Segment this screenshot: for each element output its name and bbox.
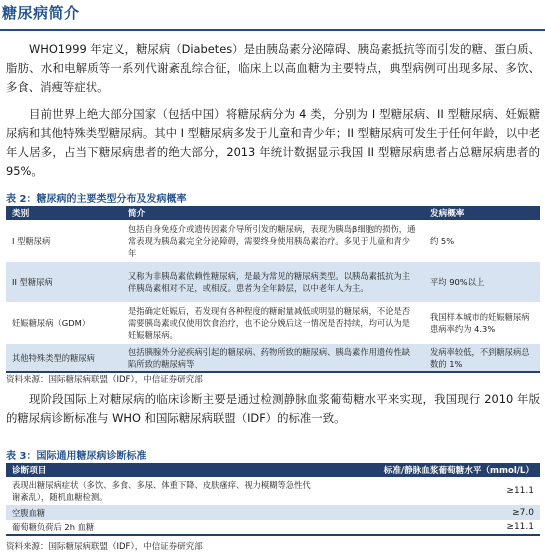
header-item: 诊断项目	[6, 463, 318, 477]
cell-incidence: 发病率较低，不到糖尿病总数的 1%	[424, 344, 540, 372]
table1-caption: 表 2：糖尿病的主要类型分布及发病概率	[6, 194, 187, 205]
cell-description: 包括胰腺外分泌疾病引起的糖尿病、药物所致的糖尿病、胰岛素作用遗传性缺陷所致的糖尿病等	[122, 344, 424, 372]
cell-description: 又称为非胰岛素依赖性糖尿病，是最为常见的糖尿病类型。以胰岛素抵抗为主伴胰岛素相对不足，或相反。患者为全年龄层，以中老年人为主。	[122, 262, 424, 302]
table-row	[6, 220, 540, 262]
table-header-row	[6, 463, 540, 477]
intro-paragraph: WHO1999 年定义，糖尿病（Diabetes）是由胰岛素分泌障碍、胰岛素抵抗等而引发的糖、蛋白质、脂肪、水和电解质等一系列代谢紊乱综合征，临床上以高血糖为主要特点，典型病例可出现多尿、多饮、多食、消瘦等症状。	[6, 42, 540, 94]
cell-item: 空腹血糖	[6, 505, 318, 520]
header-incidence: 发病概率	[424, 206, 540, 220]
header-description: 简介	[122, 206, 424, 220]
table-header-row	[6, 206, 540, 220]
table2-source: 资料来源：国际糖尿病联盟（IDF），中信证券研究部	[6, 542, 203, 552]
table-row	[6, 302, 540, 344]
section-title: 糖尿病简介	[2, 4, 80, 22]
cell-category: 妊娠糖尿病（GDM）	[6, 302, 122, 344]
cell-item: 表现出糖尿病症状（多饮、多食、多尿、体重下降、皮肤瘙痒、视力模糊等急性代谢紊乱），随机血糖检测。	[6, 477, 318, 505]
cell-item: 葡萄糖负荷后 2h 血糖	[6, 520, 318, 535]
classification-paragraph: 目前世界上绝大部分国家（包括中国）将糖尿病分为 4 类，分别为 I 型糖尿病、II 型糖尿病、妊娠糖尿病和其他特殊类型糖尿病。其中 I 型糖尿病多发于儿童和青少年；II 型糖尿病可发生于任何年龄，以中老年人居多，占当下糖尿病患者的绝大部分，2013 年统计数据显示我国 II 型糖尿病患者占总糖尿病患者的 95%。	[6, 107, 540, 178]
cell-category: 其他特殊类型的糖尿病	[6, 344, 122, 372]
table-row	[6, 262, 540, 302]
table-row	[6, 477, 540, 505]
cell-incidence: 约 5%	[424, 220, 540, 262]
table1-source: 资料来源：国际糖尿病联盟（IDF），中信证券研究部	[6, 375, 203, 385]
header-standard: 标准/静脉血浆葡萄糖水平（mmol/L）	[318, 463, 540, 477]
cell-description: 包括自身免疫介或遗传因素介导所引发的糖尿病，表现为胰岛β细胞的损伤，通常表现为胰岛素完全分泌障碍，需要终身使用胰岛素治疗。多见于儿童和青少年	[122, 220, 424, 262]
diagnosis-paragraph: 现阶段国际上对糖尿病的临床诊断主要是通过检测静脉血浆葡萄糖水平来实现，我国现行 2010 年版的糖尿病诊断标准与 WHO 和国际糖尿病联盟（IDF）的标准一致。	[6, 392, 540, 425]
title-divider	[0, 29, 545, 31]
cell-category: II 型糖尿病	[6, 262, 122, 302]
cell-category: I 型糖尿病	[6, 220, 122, 262]
header-category: 类别	[6, 206, 122, 220]
table-row	[6, 505, 540, 520]
table2-caption: 表 3：国际通用糖尿病诊断标准	[6, 451, 147, 462]
cell-incidence: 我国样本城市的妊娠糖尿病患病率约为 4.3%	[424, 302, 540, 344]
diabetes-types-table	[6, 206, 540, 373]
diagnosis-criteria-table	[6, 463, 540, 536]
cell-standard: ≥7.0	[318, 505, 540, 520]
cell-standard: ≥11.1	[318, 477, 540, 505]
cell-standard: ≥11.1	[318, 520, 540, 535]
cell-description: 是指确定妊娠后，若发现有各种程度的糖耐量减低或明显的糖尿病，不论是否需要胰岛素或仅使用饮食治疗，也不论分娩后这一情况是否持续，均可认为是妊娠糖尿病。	[122, 302, 424, 344]
cell-incidence: 平均 90%以上	[424, 262, 540, 302]
table-row	[6, 520, 540, 535]
table-row	[6, 344, 540, 372]
